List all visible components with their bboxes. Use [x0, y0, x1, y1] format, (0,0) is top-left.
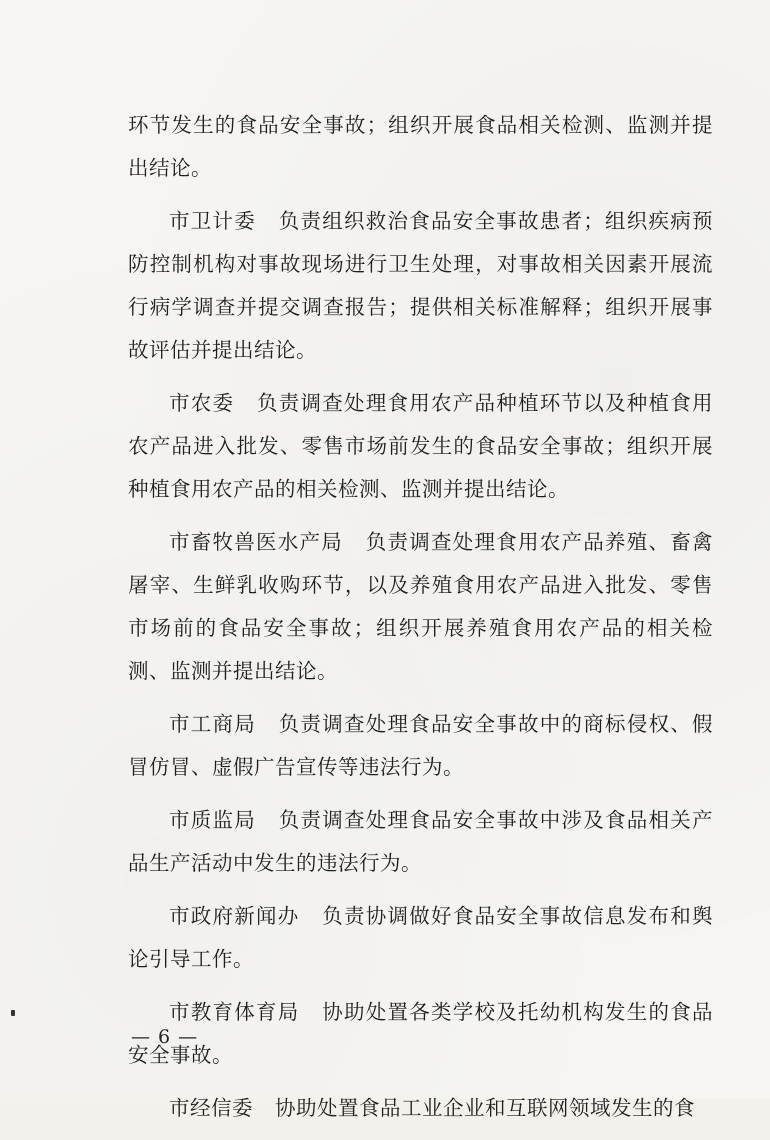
department-name: 市卫计委 [169, 209, 256, 233]
paragraph-text: 负责调查处理食用农产品种植环节以及种植食用农产品进入批发、零售市场前发生的食品安全事故；组织开展种植食用农产品的相关检测、监测并提出结论。 [128, 391, 713, 501]
paragraph-health-commission [128, 200, 713, 372]
scan-speck [11, 1010, 15, 1016]
paragraph-text: 负责调查处理食用农产品养殖、畜禽屠宰、生鲜乳收购环节，以及养殖食用农产品进入批发、零售市场前的食品安全事故；组织开展养殖食用农产品的相关检测、监测并提出结论。 [128, 530, 713, 683]
paragraph-news-office [128, 895, 713, 981]
paragraph-livestock-bureau [128, 521, 713, 693]
department-name: 市经信委 [169, 1096, 253, 1120]
paragraph-economy-commission [128, 1087, 713, 1130]
department-name: 市质监局 [169, 808, 256, 832]
paragraph-text: 负责协调做好食品安全事故信息发布和舆论引导工作。 [128, 904, 713, 971]
body-text [128, 104, 713, 1140]
paragraph-commerce-bureau [128, 703, 713, 789]
paragraph-text: 协助处置食品工业企业和互联网领域发生的食 [275, 1096, 695, 1120]
department-name: 市工商局 [169, 712, 256, 736]
paragraph-text: 负责组织救治食品安全事故患者；组织疾病预防控制机构对事故现场进行卫生处理，对事故相关因素开展流行病学调查并提交调查报告；提供相关标准解释；组织开展事故评估并提出结论。 [128, 209, 713, 362]
paragraph-text: 负责调查处理食品安全事故中的商标侵权、假冒仿冒、虚假广告宣传等违法行为。 [128, 712, 713, 779]
paragraph-text: 环节发生的食品安全事故；组织开展食品相关检测、监测并提出结论。 [128, 113, 713, 180]
paragraph-continuation [128, 104, 713, 190]
paragraph-quality-bureau [128, 799, 713, 885]
paragraph-text: 协助处置各类学校及托幼机构发生的食品安全事故。 [128, 1000, 713, 1067]
department-name: 市教育体育局 [169, 1000, 300, 1024]
department-name: 市农委 [169, 391, 235, 415]
paragraph-agriculture-commission [128, 382, 713, 511]
page-number: — 6 — [131, 1026, 199, 1048]
paragraph-education-bureau [128, 991, 713, 1077]
paragraph-text: 负责调查处理食品安全事故中涉及食品相关产品生产活动中发生的违法行为。 [128, 808, 713, 875]
department-name: 市政府新闻办 [169, 904, 300, 928]
department-name: 市畜牧兽医水产局 [169, 530, 343, 554]
